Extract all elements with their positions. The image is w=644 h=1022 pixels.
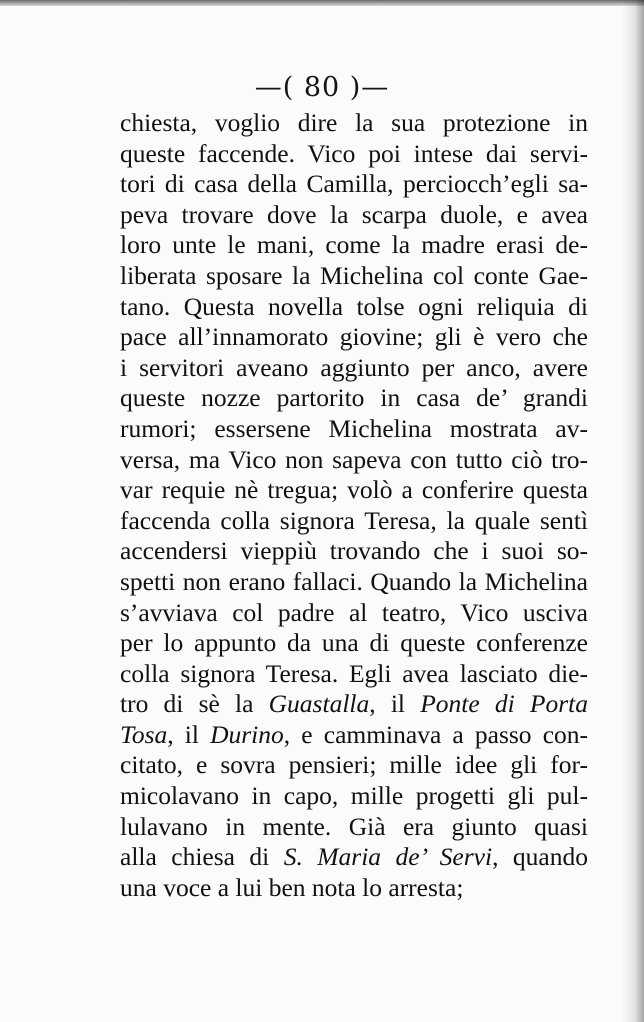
text-line: chiesta, voglio dire la sua protezione in [120, 108, 588, 137]
text-line: versa, ma Vico non sapeva con tutto ciò tro- [120, 444, 588, 474]
text-line: rumori; essersene Michelina mostrata av- [120, 413, 588, 443]
text-line: micolavano in capo, mille progetti gli pul- [120, 781, 588, 811]
body-text [120, 108, 588, 903]
text-line: accendersi vieppiù trovando che i suoi so- [120, 536, 588, 566]
text-line: liberata sposare la Michelina col conte Gae- [120, 260, 588, 290]
text-line: una voce a lui ben nota lo arresta; [120, 872, 464, 902]
text-line: loro unte le mani, come la madre erasi de- [120, 230, 588, 260]
top-edge [0, 0, 644, 6]
page-number: —( 80 )— [254, 72, 390, 103]
text-line: tro di sè la Guastalla, il Ponte di Porta [120, 689, 589, 719]
text-line: colla signora Teresa. Egli avea lasciato die- [120, 658, 588, 688]
text-line: Tosa, il Durino, e camminava a passo con- [120, 719, 588, 749]
text-line: s’avviava col padre al teatro, Vico usciva [120, 597, 588, 627]
text-line: queste nozze partorito in casa de’ grandi [120, 383, 588, 413]
text-line: alla chiesa di S. Maria de’ Servi, quando [120, 842, 588, 872]
text-line: per lo appunto da una di queste conferenze [120, 628, 588, 658]
page-gutter-shadow [622, 0, 644, 1022]
text-line: spetti non erano fallaci. Quando la Michelina [120, 566, 588, 596]
text-line: var requie nè tregua; volò a conferire questa [120, 475, 588, 505]
text-line: i servitori aveano aggiunto per anco, avere [120, 352, 588, 382]
text-line: faccenda colla signora Teresa, la quale sentì [120, 505, 588, 535]
text-line: pace all’innamorato giovine; gli è vero che [120, 322, 588, 352]
text-line: tori di casa della Camilla, perciocch’egli sa- [120, 169, 588, 199]
text-line: peva trovare dove la scarpa duole, e avea [120, 199, 588, 229]
text-line: tano. Questa novella tolse ogni reliquia di [120, 291, 588, 321]
text-line: queste faccende. Vico poi intese dai servi- [120, 138, 588, 168]
text-line: lulavano in mente. Già era giunto quasi [120, 811, 588, 841]
text-line: citato, e sovra pensieri; mille idee gli for- [120, 750, 588, 780]
